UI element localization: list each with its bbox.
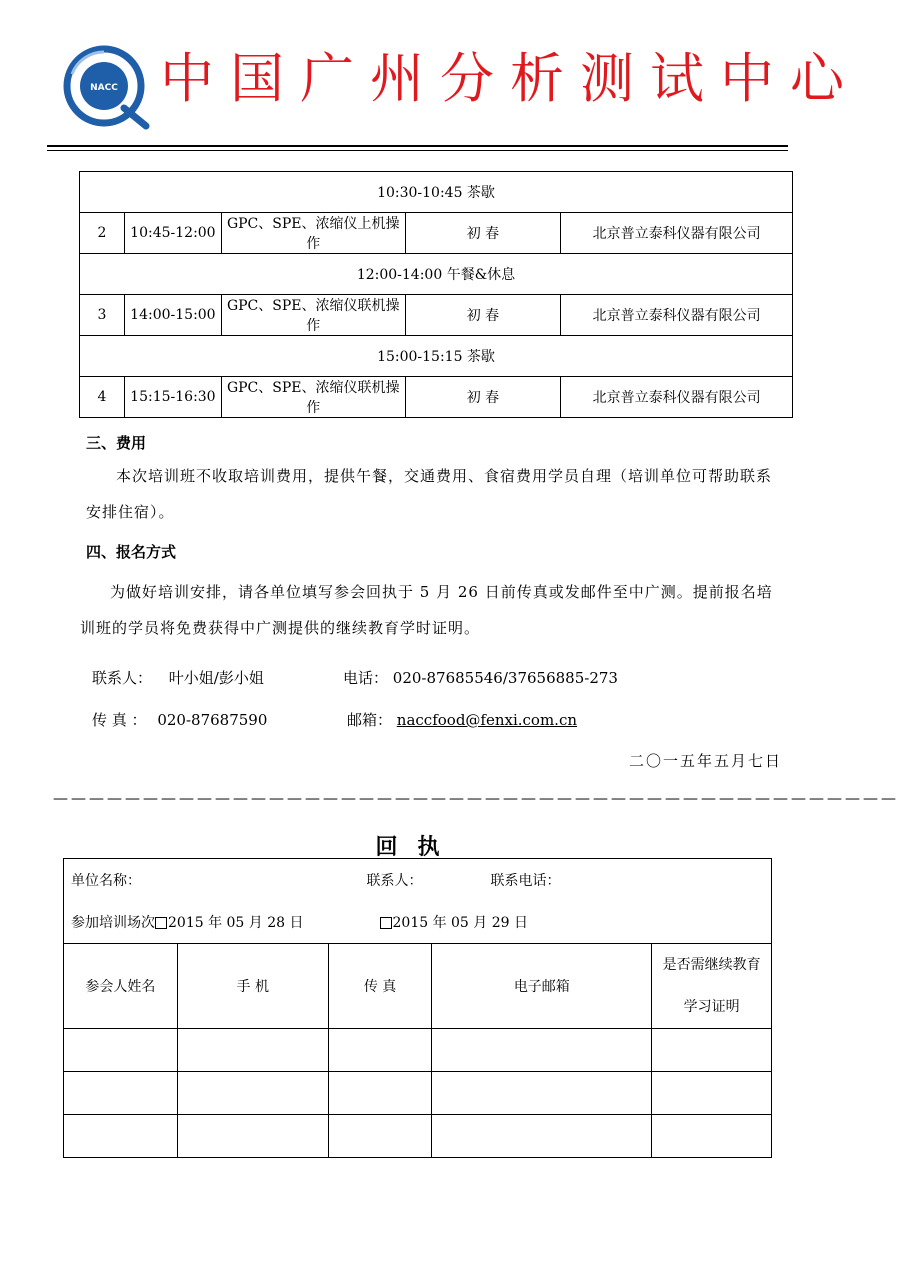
checkbox-may-29[interactable] [380, 912, 529, 932]
certificate-cell[interactable] [652, 1072, 772, 1115]
col-header-name: 参会人姓名 [64, 944, 178, 1029]
fax-label: 传 真 ： [92, 711, 147, 729]
session-number: 3 [80, 295, 125, 336]
receipt-title: 回执 [375, 834, 460, 860]
unit-name-label: 单位名称： [71, 873, 141, 889]
document-date: 二〇一五年五月七日 [628, 752, 782, 770]
table-row [64, 944, 772, 1029]
signup-heading: 四、报名方式 [86, 543, 177, 561]
cert-header-line1: 是否需继续教育 [662, 957, 761, 973]
table-row [64, 901, 772, 944]
contact-value: 叶小姐/彭小姐 [168, 669, 264, 687]
option-may-29: 2015 年 05 月 29 日 [392, 915, 529, 931]
organization-name: 中国广州分析测试中心 [160, 47, 860, 110]
checkbox-icon[interactable] [155, 917, 167, 929]
session-number: 2 [80, 213, 125, 254]
session-topic: GPC、SPE、浓缩仪联机操作 [221, 377, 405, 418]
checkbox-icon[interactable] [380, 917, 392, 929]
certificate-cell[interactable] [652, 1115, 772, 1158]
email-cell[interactable] [432, 1115, 652, 1158]
fees-text: 本次培训班不收取培训费用，提供午餐，交通费用、食宿费用学员自理（培训单位可帮助联系安排住宿）。 [86, 467, 773, 521]
nacc-logo-icon [62, 44, 152, 130]
email [347, 709, 577, 730]
cut-divider: ——————————————————————————————————————————————— [53, 789, 899, 807]
col-header-certificate [652, 944, 772, 1029]
email-cell[interactable] [432, 1029, 652, 1072]
email-cell[interactable] [432, 1072, 652, 1115]
table-row [64, 1072, 772, 1115]
session-speaker: 初 春 [405, 213, 561, 254]
signup-text: 为做好培训安排，请各单位填写参会回执于 5 月 26 日前传真或发邮件至中广测。提前报名培训班的学员将免费获得中广测提供的继续教育学时证明。 [80, 583, 773, 637]
contact-person [92, 667, 264, 688]
logo-text: NACC [90, 83, 118, 93]
table-row [80, 377, 793, 418]
phone-label: 电话： [343, 669, 389, 687]
certificate-cell[interactable] [652, 1029, 772, 1072]
fax-value: 020-87687590 [157, 711, 268, 729]
table-row [64, 1029, 772, 1072]
session-time: 14:00-15:00 [124, 295, 221, 336]
contact-label: 联系人： [92, 669, 153, 687]
schedule-table [79, 171, 793, 418]
phone [343, 667, 618, 688]
email-label: 邮箱： [347, 711, 393, 729]
col-header-mobile: 手 机 [177, 944, 328, 1029]
fax-cell[interactable] [328, 1115, 432, 1158]
break-cell: 15:00-15:15 茶歇 [80, 336, 793, 377]
fax [92, 709, 267, 730]
option-may-28: 2015 年 05 月 28 日 [168, 915, 304, 931]
header-rule [47, 145, 788, 147]
phone-value: 020-87685546/37656885-273 [392, 669, 618, 687]
mobile-cell[interactable] [177, 1115, 328, 1158]
table-row [80, 254, 793, 295]
letterhead [0, 0, 860, 160]
receipt-phone-label: 联系电话： [490, 873, 561, 889]
lunch-cell: 12:00-14:00 午餐&休息 [80, 254, 793, 295]
session-topic: GPC、SPE、浓缩仪联机操作 [221, 295, 405, 336]
name-cell[interactable] [64, 1029, 178, 1072]
cert-header-line2: 学习证明 [683, 999, 740, 1015]
checkbox-may-28[interactable] [155, 915, 304, 931]
table-row [64, 859, 772, 902]
session-time: 10:45-12:00 [124, 213, 221, 254]
table-row [80, 213, 793, 254]
mobile-cell[interactable] [177, 1029, 328, 1072]
table-row [64, 1115, 772, 1158]
session-time: 15:15-16:30 [124, 377, 221, 418]
header-rule-thin [47, 150, 788, 151]
receipt-contact-label: 联系人： [366, 873, 423, 889]
table-row [80, 295, 793, 336]
mobile-cell[interactable] [177, 1072, 328, 1115]
table-row [80, 172, 793, 213]
email-link[interactable]: naccfood@fenxi.com.cn [396, 711, 578, 729]
session-speaker: 初 春 [405, 295, 561, 336]
fax-cell[interactable] [328, 1072, 432, 1115]
name-cell[interactable] [64, 1072, 178, 1115]
session-speaker: 初 春 [405, 377, 561, 418]
fees-heading: 三、费用 [86, 434, 147, 452]
col-header-fax: 传 真 [328, 944, 432, 1029]
session-number: 4 [80, 377, 125, 418]
session-company: 北京普立泰科仪器有限公司 [561, 213, 793, 254]
session-label: 参加培训场次 [71, 915, 155, 931]
receipt-form [63, 858, 772, 1158]
table-row [80, 336, 793, 377]
session-company: 北京普立泰科仪器有限公司 [561, 377, 793, 418]
col-header-email: 电子邮箱 [432, 944, 652, 1029]
session-topic: GPC、SPE、浓缩仪上机操作 [221, 213, 405, 254]
break-cell: 10:30-10:45 茶歇 [80, 172, 793, 213]
session-company: 北京普立泰科仪器有限公司 [561, 295, 793, 336]
fax-cell[interactable] [328, 1029, 432, 1072]
name-cell[interactable] [64, 1115, 178, 1158]
